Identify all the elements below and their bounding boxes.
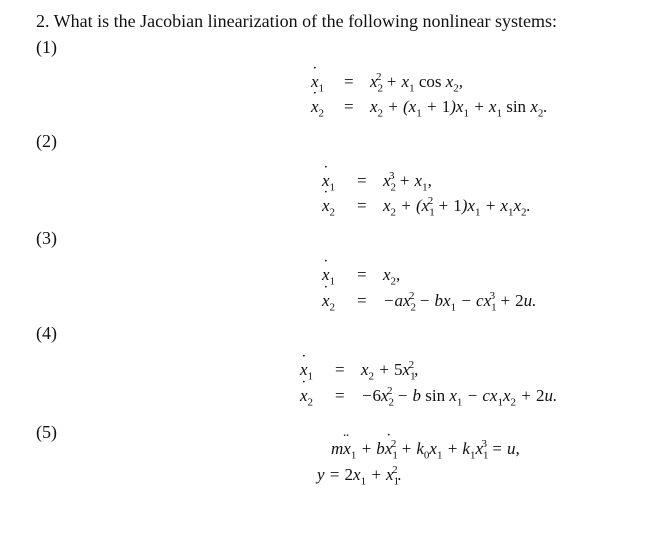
question-text: 2. What is the Jacobian linearization of the following nonlinear systems: — [36, 11, 558, 31]
part-2-eq1-rhs: $x_2^3 + x_1$, — [383, 170, 432, 194]
part-2-eq2-rel: = — [357, 196, 367, 215]
part-3-eq2-rel: = — [357, 291, 367, 310]
part-3-eq1-rhs: $x_2$, — [383, 265, 401, 288]
part-1-eq2-rhs: $x_2 + (x_1 + 1)x_1 + x_1$ $\sin x_2$. — [370, 97, 548, 120]
part-4-eq1-rel: = — [335, 360, 345, 379]
part-2-eq2-rhs: $x_2 + (x_1^2 + 1)x_1 + x_1x_2$. — [383, 195, 531, 219]
part-2-eq1-lhs: ˙ $x_1$ — [322, 172, 335, 189]
part-4-eq1-lhs: ˙ $x_1$ — [300, 361, 313, 378]
part-2-eq1-rel: = — [357, 171, 367, 190]
part-2-eq2-lhs: ˙ $x_2$ — [322, 197, 335, 214]
part-3-eq2-rhs: $-ax_2^2 - bx_1 - cx_1^3 + 2u$. — [383, 290, 537, 314]
part-4-eq1-rhs: $x_2 + 5x_1^2$, — [361, 359, 419, 383]
part-1-label: (1) — [36, 37, 57, 57]
part-2-label: (2) — [36, 131, 57, 151]
part-1-eq1-lhs: ˙ $x_1$ — [311, 73, 324, 90]
part-4-eq2-rhs: $-6x_2^2 - b$ $\sin x_1 - cx_1x_2 + 2u$. — [361, 385, 558, 409]
part-4-label: (4) — [36, 323, 57, 343]
part-5-eq1: m¨ $x_1$ + b˙ $x_1^2 + k_0x_1 + k_1x_1^3 = u$, — [331, 440, 520, 457]
part-3-eq2-lhs: ˙ $x_2$ — [322, 292, 335, 309]
part-4-eq2-lhs: ˙ $x_2$ — [300, 387, 313, 404]
part-4-eq2-rel: = — [335, 386, 345, 405]
part-3-eq1-lhs: ˙ $x_1$ — [322, 266, 335, 283]
part-1-eq2-lhs: ˙ $x_2$ — [311, 98, 324, 115]
part-5-eq2: $y = 2x_1 + x_1^2$. — [317, 464, 402, 488]
part-3-label: (3) — [36, 228, 57, 248]
part-1-eq2-rel: = — [344, 97, 354, 116]
part-1-eq1-rel: = — [344, 72, 354, 91]
part-5-label: (5) — [36, 422, 57, 442]
part-1-eq1-rhs: $x_2^2 + x_1$ $\cos x_2$, — [370, 71, 464, 95]
part-3-eq1-rel: = — [357, 265, 367, 284]
